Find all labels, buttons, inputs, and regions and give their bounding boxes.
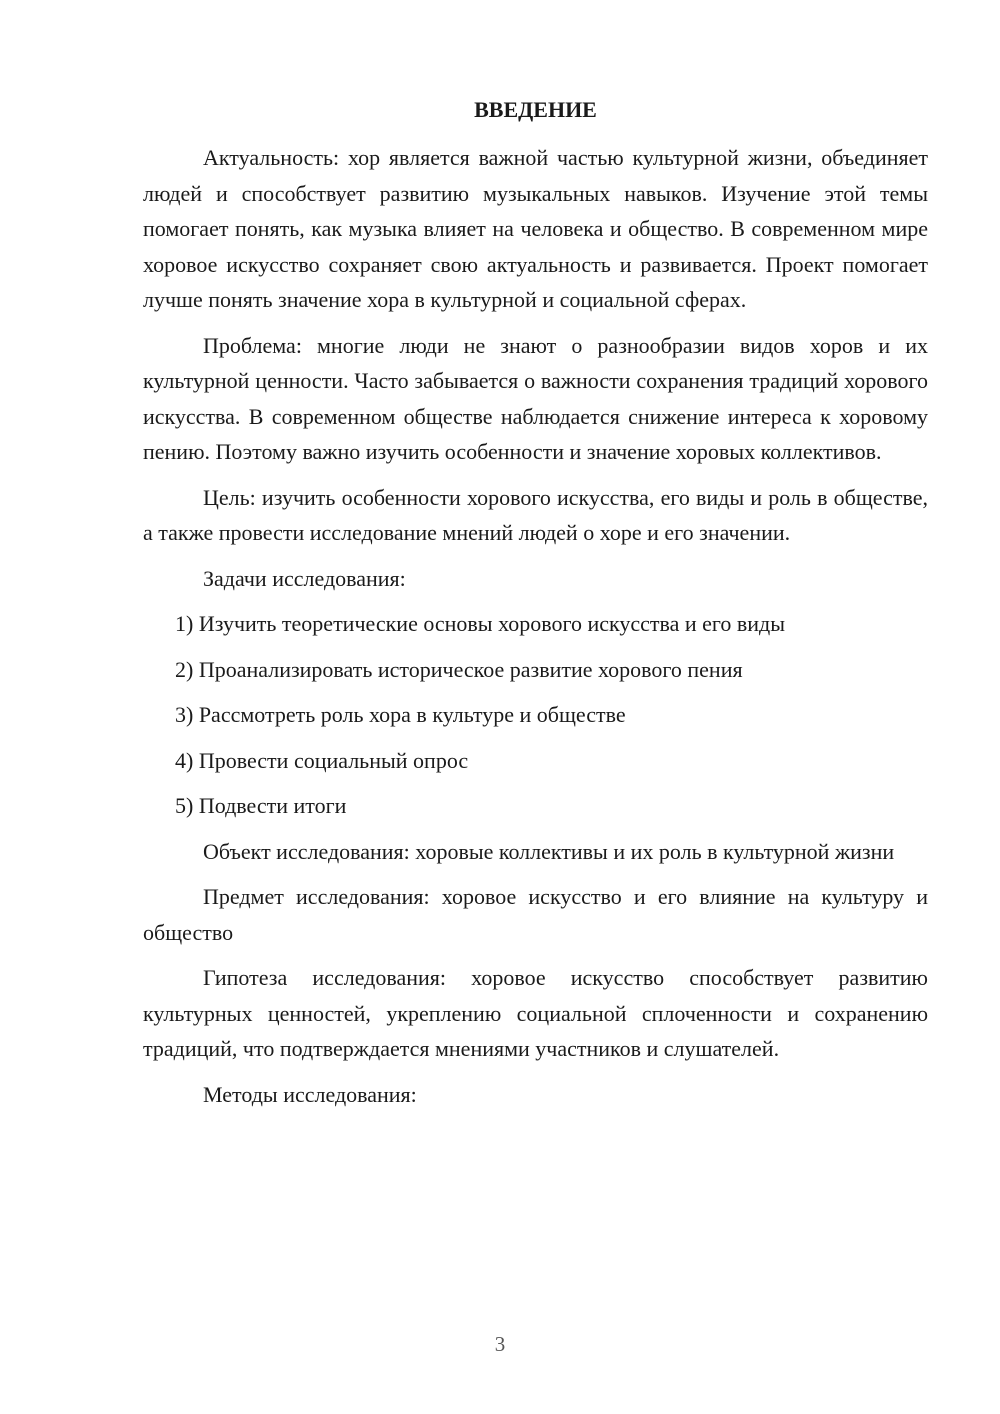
paragraph-goal: Цель: изучить особенности хорового искусства, его виды и роль в обществе, а также провести исследование мнений людей о хоре и его значении. xyxy=(143,484,928,545)
paragraph-subject: Предмет исследования: хоровое искусство и его влияние на культуру и общество xyxy=(143,884,928,945)
paragraph-object: Объект исследования: хоровые коллективы и их роль в культурной жизни xyxy=(203,838,895,864)
section-title: ВВЕДЕНИЕ xyxy=(474,97,597,122)
paragraph-problem: Проблема: многие люди не знают о разнообразии видов хоров и их культурной ценности. Часто забывается о важности сохранения традиций хорового искусства. В современном обществе наблюдается снижение интереса к хоровому пению. Поэтому важно изучить особенности и значение хоровых коллективов. xyxy=(143,332,928,464)
document-page xyxy=(143,92,928,1122)
task-item: 2) Проанализировать историческое развитие хорового пения xyxy=(175,656,743,682)
task-item: 3) Рассмотреть роль хора в культуре и обществе xyxy=(175,702,626,727)
task-item: 5) Подвести итоги xyxy=(175,793,347,818)
task-item: 1) Изучить теоретические основы хорового искусства и его виды xyxy=(175,611,786,636)
methods-heading: Методы исследования: xyxy=(203,1081,417,1107)
tasks-heading: Задачи исследования: xyxy=(203,565,406,591)
paragraph-relevance: Актуальность: хор является важной частью культурной жизни, объединяет людей и способствует развитию музыкальных навыков. Изучение этой темы помогает понять, как музыка влияет на человека и общество. В современном мире хоровое искусство сохраняет свою актуальность и развивается. Проект помогает лучше понять значение хора в культурной и социальной сферах. xyxy=(143,145,928,312)
page-number: 3 xyxy=(494,1332,506,1356)
task-item: 4) Провести социальный опрос xyxy=(175,747,469,773)
tasks-list xyxy=(143,606,928,824)
paragraph-hypothesis: Гипотеза исследования: хоровое искусство способствует развитию культурных ценностей, укреплению социальной сплоченности и сохранению традиций, что подтверждается мнениями участников и слушателей. xyxy=(143,965,928,1061)
